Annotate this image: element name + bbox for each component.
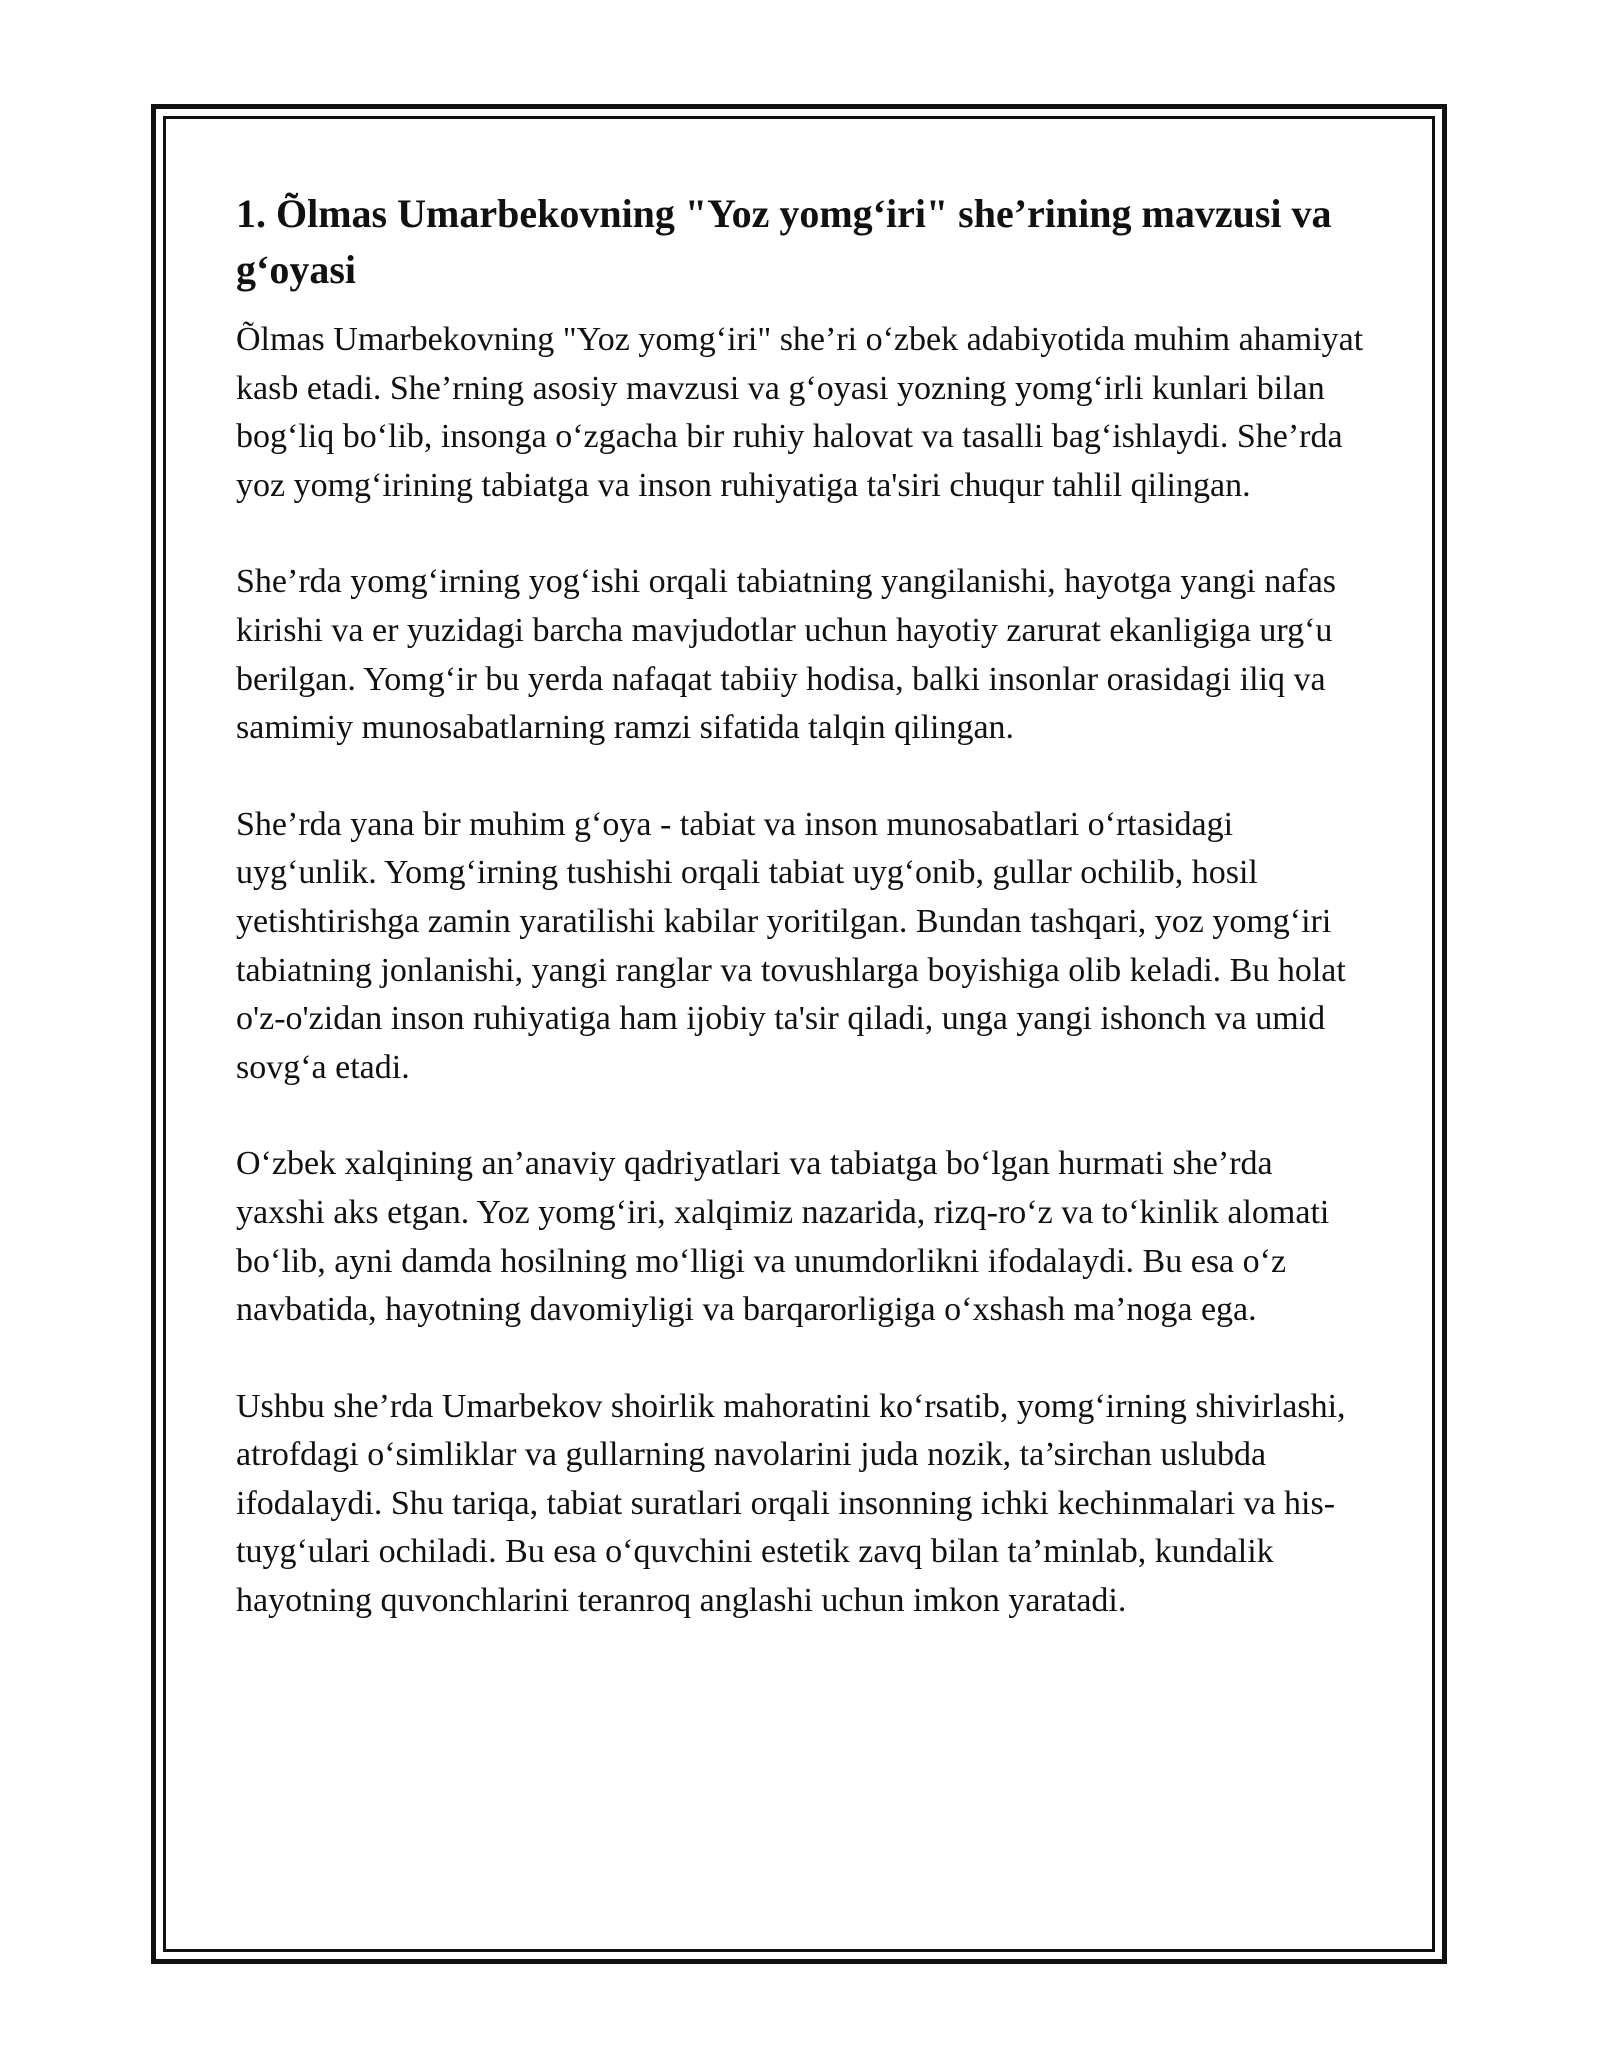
paragraph-4: O‘zbek xalqining an’anaviy qadriyatlari va tabiatga bo‘lgan hurmati she’rda yaxshi aks etgan. Yoz yomg‘iri, xalqimiz nazarida, rizq-ro‘z va to‘kinlik alomati bo‘lib, ayni damda hosilning mo‘lligi va unumdorlikni ifodalaydi. Bu esa o‘z navbatida, hayotning davomiyligi va barqarorligiga o‘xshash ma’noga ega. (236, 1145, 1330, 1329)
paragraph-1: Õlmas Umarbekovning "Yoz yomg‘iri" she’ri o‘zbek adabiyotida muhim ahamiyat kasb etadi. She’rning asosiy mavzusi va g‘oyasi yozning yomg‘irli kunlari bilan bog‘liq bo‘lib, insonga o‘zgacha bir ruhiy halovat va tasalli bag‘ishlaydi. She’rda yoz yomg‘irining tabiatga va inson ruhiyatiga ta'siri chuqur tahlil qilingan. (236, 321, 1364, 504)
paragraph-2: She’rda yomg‘irning yog‘ishi orqali tabiatning yangilanishi, hayotga yangi nafas kirishi va er yuzidagi barcha mavjudotlar uchun hayotiy zarurat ekanligiga urg‘u berilgan. Yomg‘ir bu yerda nafaqat tabiiy hodisa, balki insonlar orasidagi iliq va samimiy munosabatlarning ramzi sifatida talqin qilingan. (236, 563, 1337, 747)
paragraph-3: She’rda yana bir muhim g‘oya - tabiat va inson munosabatlari o‘rtasidagi uyg‘unlik. Yomg‘irning tushishi orqali tabiat uyg‘onib, gullar ochilib, hosil yetishtirishga zamin yaratilishi kabilar yoritilgan. Bundan tashqari, yoz yomg‘iri tabiatning jonlanishi, yangi ranglar va tovushlarga boyishiga olib keladi. Bu holat o'z-o'zidan inson ruhiyatiga ham ijobiy ta'sir qiladi, unga yangi ishonch va umid sovg‘a etadi. (236, 805, 1346, 1086)
document-body (236, 186, 1366, 1674)
section-heading: 1. Õlmas Umarbekovning "Yoz yomg‘iri" she’rining mavzusi va g‘oyasi (236, 191, 1332, 292)
paragraph-5: Ushbu she’rda Umarbekov shoirlik mahoratini ko‘rsatib, yomg‘irning shivirlashi, atrofdagi o‘simliklar va gullarning navolarini juda nozik, ta’sirchan uslubda ifodalaydi. Shu tariqa, tabiat suratlari orqali insonning ichki kechinmalari va his-tuyg‘ulari ochiladi. Bu esa o‘quvchini estetik zavq bilan ta’minlab, kundalik hayotning quvonchlarini teranroq anglashi uchun imkon yaratadi. (236, 1387, 1346, 1620)
